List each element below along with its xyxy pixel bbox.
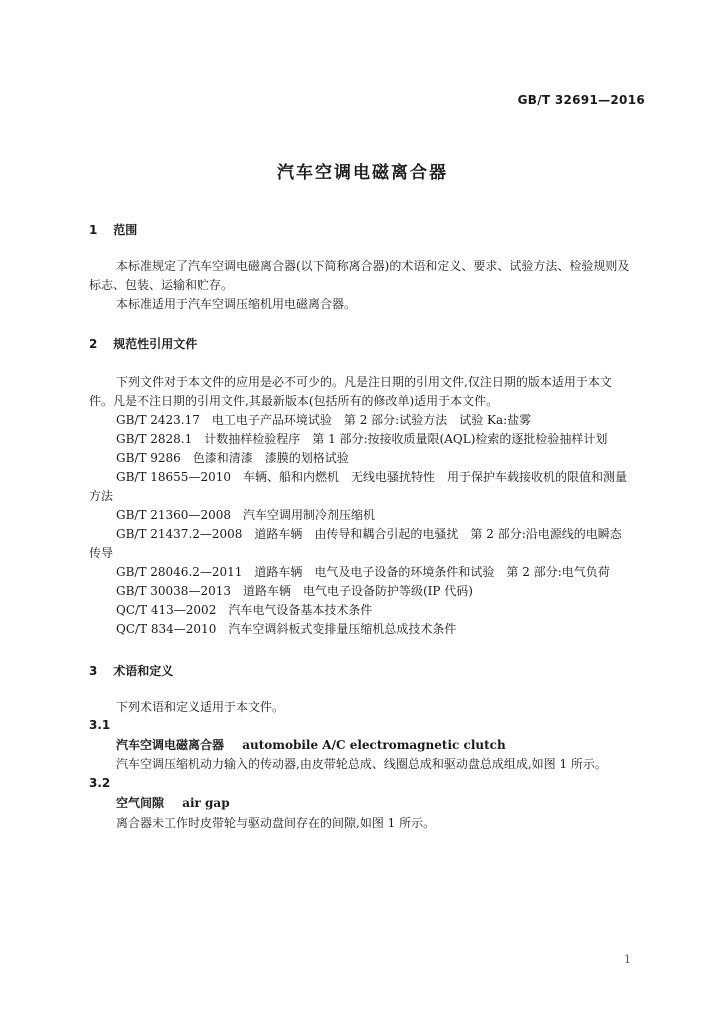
term-entry bbox=[116, 737, 676, 753]
reference-item: GB/T 2828.1 计数抽样检验程序 第 1 部分:按接收质量限(AQL)检索的逐批检验抽样计划 bbox=[116, 432, 608, 446]
terms-intro: 下列术语和定义适用于本文件。 bbox=[116, 700, 285, 714]
section-heading-2 bbox=[89, 335, 197, 352]
section-title: 规范性引用文件 bbox=[113, 337, 198, 351]
section-number: 2 bbox=[89, 337, 98, 351]
reference-item-continuation: 传导 bbox=[89, 546, 114, 560]
term-definition: 离合器未工作时皮带轮与驱动盘间存在的间隙,如图 1 所示。 bbox=[116, 816, 436, 830]
reference-item: GB/T 9286 色漆和清漆 漆膜的划格试验 bbox=[116, 451, 349, 465]
page-number: 1 bbox=[624, 953, 631, 966]
term-english: air gap bbox=[182, 796, 230, 810]
section-heading-1 bbox=[89, 221, 137, 238]
term-chinese: 空气间隙 bbox=[116, 796, 165, 810]
page-title: 汽车空调电磁离合器 bbox=[277, 163, 448, 183]
term-number: 3.2 bbox=[89, 776, 111, 790]
reference-item: GB/T 28046.2—2011 道路车辆 电气及电子设备的环境条件和试验 第 2 部分:电气负荷 bbox=[116, 565, 610, 579]
references-intro-line: 件。凡是不注日期的引用文件,其最新版本(包括所有的修改单)适用于本文件。 bbox=[89, 394, 499, 408]
reference-item: GB/T 21437.2—2008 道路车辆 由传导和耦合引起的电骚扰 第 2 部分:沿电源线的电瞬态 bbox=[116, 527, 622, 541]
references-intro-line: 下列文件对于本文件的应用是必不可少的。凡是注日期的引用文件,仅注日期的版本适用于本文 bbox=[116, 375, 612, 389]
reference-item: QC/T 413—2002 汽车电气设备基本技术条件 bbox=[116, 603, 373, 617]
section-title: 范围 bbox=[113, 223, 138, 237]
standard-code: GB/T 32691—2016 bbox=[517, 93, 645, 107]
scope-paragraph-line: 本标准规定了汽车空调电磁离合器(以下简称离合器)的术语和定义、要求、试验方法、检验规则及 bbox=[116, 259, 630, 273]
reference-item: GB/T 21360—2008 汽车空调用制冷剂压缩机 bbox=[116, 508, 375, 522]
term-definition: 汽车空调压缩机动力输入的传动器,由皮带轮总成、线圈总成和驱动盘总成组成,如图 1 所示。 bbox=[116, 757, 607, 771]
term-entry bbox=[116, 795, 676, 811]
reference-item: GB/T 30038—2013 道路车辆 电气电子设备防护等级(IP 代码) bbox=[116, 584, 473, 598]
reference-item: GB/T 2423.17 电工电子产品环境试验 第 2 部分:试验方法 试验 Ka:盐雾 bbox=[116, 413, 532, 427]
term-number: 3.1 bbox=[89, 718, 111, 732]
scope-paragraph-line: 本标准适用于汽车空调压缩机用电磁离合器。 bbox=[116, 297, 357, 311]
term-english: automobile A/C electromagnetic clutch bbox=[242, 738, 506, 752]
section-number: 3 bbox=[89, 664, 98, 678]
section-number: 1 bbox=[89, 223, 98, 237]
reference-item-continuation: 方法 bbox=[89, 489, 114, 503]
reference-item: QC/T 834—2010 汽车空调斜板式变排量压缩机总成技术条件 bbox=[116, 622, 457, 636]
scope-paragraph-line: 标志、包装、运输和贮存。 bbox=[89, 278, 234, 292]
term-chinese: 汽车空调电磁离合器 bbox=[116, 738, 225, 752]
section-heading-3 bbox=[89, 662, 173, 679]
reference-item: GB/T 18655—2010 车辆、船和内燃机 无线电骚扰特性 用于保护车载接收机的限值和测量 bbox=[116, 470, 627, 484]
section-title: 术语和定义 bbox=[113, 664, 174, 678]
